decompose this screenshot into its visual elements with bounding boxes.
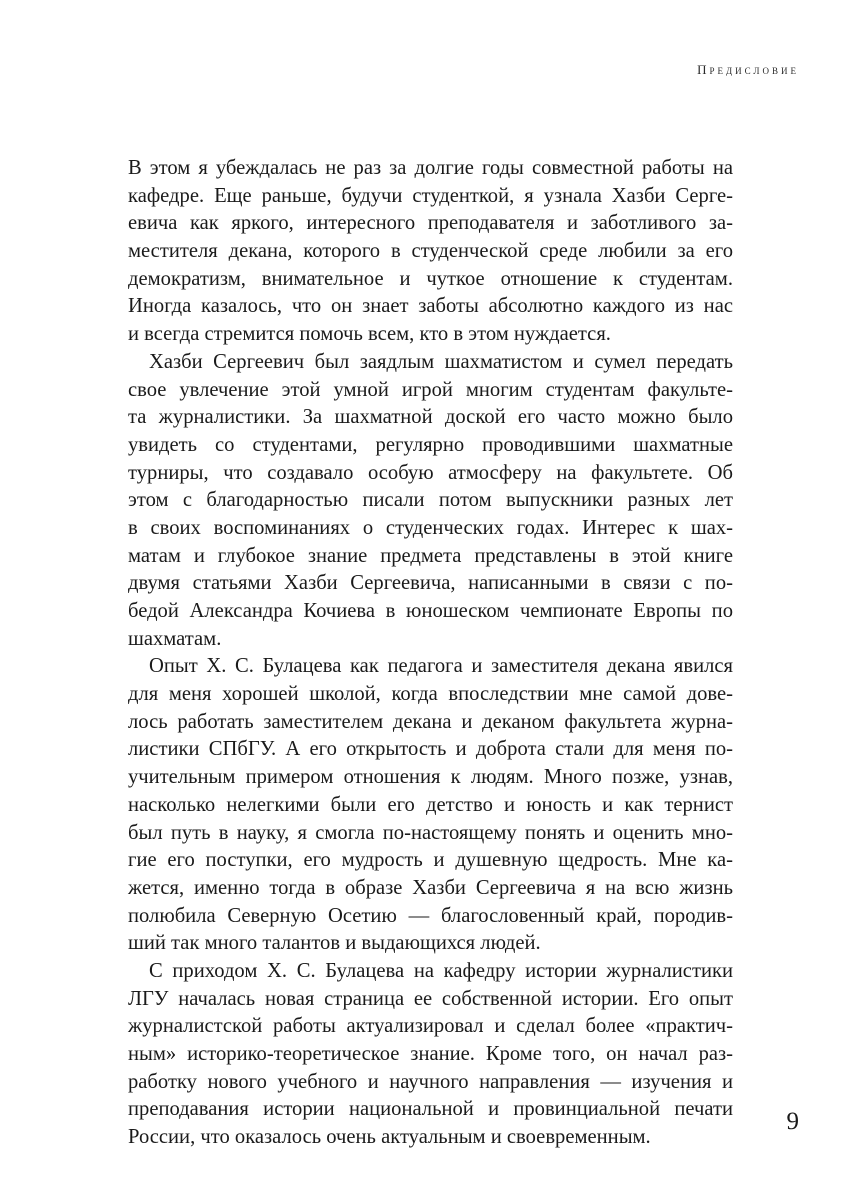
text-line: гие его поступки, его мудрость и душевную щедрость. Мне ка-: [128, 849, 733, 872]
page-number: 9: [786, 1108, 799, 1135]
text-line: насколько нелегкими были его детство и юность и как тернист: [128, 793, 733, 816]
paragraph: [128, 155, 733, 349]
text-line: турниры, что создавало особую атмосферу на факультете. Об: [128, 461, 733, 484]
text-line: полюбила Северную Осетию — благословенный край, породив-: [128, 904, 733, 927]
text-line: работку нового учебного и научного направления — изучения и: [128, 1070, 733, 1093]
paragraph: [128, 653, 733, 958]
text-line: и всегда стремится помочь всем, кто в этом нуждается.: [128, 323, 611, 346]
running-header: Предисловие: [697, 62, 799, 77]
text-line: матам и глубокое знание предмета представлены в этой книге: [128, 544, 733, 567]
text-line: ший так много талантов и выдающихся людей.: [128, 932, 541, 955]
text-line: местителя декана, которого в студенческой среде любили за его: [128, 240, 733, 263]
text-line: та журналистики. За шахматной доской его часто можно было: [128, 406, 733, 429]
text-line: Опыт Х. С. Булацева как педагога и заместителя декана явился: [149, 655, 733, 678]
paragraph: [128, 349, 733, 654]
text-line: ЛГУ началась новая страница ее собственной истории. Его опыт: [128, 987, 733, 1010]
text-line: шахматам.: [128, 627, 222, 650]
text-line: преподавания истории национальной и провинциальной печати: [128, 1098, 733, 1121]
text-line: учительным примером отношения к людям. Много позже, узнав,: [128, 766, 733, 789]
text-line: С приходом Х. С. Булацева на кафедру истории журналистики: [149, 959, 733, 982]
text-line: Хазби Сергеевич был заядлым шахматистом и сумел передать: [149, 350, 733, 373]
text-line: жется, именно тогда в образе Хазби Сергеевича я на всю жизнь: [128, 876, 733, 899]
text-line: в своих воспоминаниях о студенческих годах. Интерес к шах-: [128, 516, 733, 539]
body-text: [128, 155, 733, 1152]
text-line: этом с благодарностью писали потом выпускники разных лет: [128, 489, 733, 512]
text-line: лось работать заместителем декана и деканом факультета журна-: [128, 710, 733, 733]
text-line: кафедре. Еще раньше, будучи студенткой, я узнала Хазби Серге-: [128, 184, 733, 207]
text-line: евича как яркого, интересного преподавателя и заботливого за-: [128, 212, 733, 235]
text-line: демократизм, внимательное и чуткое отношение к студентам.: [128, 267, 733, 290]
text-line: журналистской работы актуализировал и сделал более «практич-: [128, 1015, 733, 1038]
text-line: бедой Александра Кочиева в юношеском чемпионате Европы по: [128, 600, 733, 622]
text-line: Иногда казалось, что он знает заботы абсолютно каждого из нас: [128, 295, 733, 318]
text-line: увидеть со студентами, регулярно проводившими шахматные: [128, 433, 733, 456]
text-line: был путь в науку, я смогла по-настоящему понять и оценить мно-: [128, 821, 733, 844]
text-line: В этом я убеждалась не раз за долгие годы совместной работы на: [128, 157, 733, 179]
text-line: ным» историко-теоретическое знание. Кроме того, он начал раз-: [128, 1043, 733, 1065]
text-line: России, что оказалось очень актуальным и своевременным.: [128, 1126, 651, 1149]
paragraph: [128, 958, 733, 1152]
text-line: свое увлечение этой умной игрой многим студентам факульте-: [128, 378, 733, 401]
text-line: двумя статьями Хазби Сергеевича, написанными в связи с по-: [128, 572, 733, 595]
text-line: для меня хорошей школой, когда впоследствии мне самой дове-: [128, 683, 733, 706]
text-line: листики СПбГУ. А его открытость и доброта стали для меня по-: [128, 738, 733, 761]
